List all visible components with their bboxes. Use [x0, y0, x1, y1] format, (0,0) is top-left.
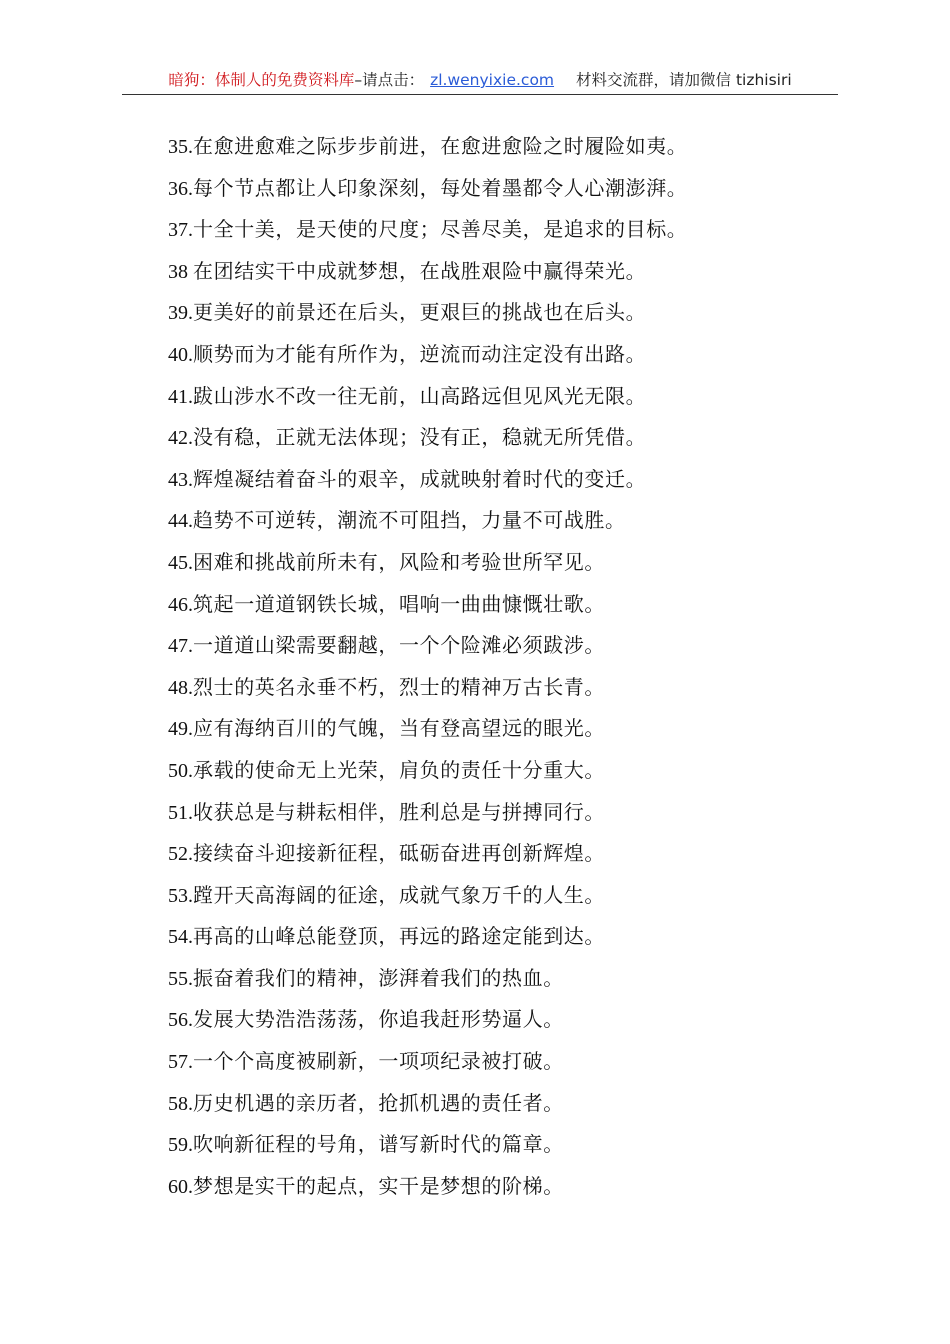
list-item — [168, 417, 808, 459]
page-header — [122, 66, 838, 95]
list-item-text: 十全十美，是天使的尺度；尽善尽美，是追求的目标。 — [193, 217, 688, 242]
list-item-text: 振奋着我们的精神，澎湃着我们的热血。 — [193, 965, 564, 990]
list-item-number: 41. — [168, 385, 193, 408]
quote-list — [168, 126, 808, 1207]
list-item-text: 蹚开天高海阔的征途，成就气象万千的人生。 — [193, 882, 605, 907]
header-contact-text: 材料交流群，请加微信 tizhisiri — [576, 71, 792, 89]
list-item-number: 46. — [168, 593, 193, 616]
list-item — [168, 708, 808, 750]
list-item — [168, 792, 808, 834]
header-site-title: 暗狗：体制人的免费资料库 — [168, 71, 355, 89]
list-item — [168, 209, 808, 251]
list-item-text: 一道道山梁需要翻越，一个个险滩必须跋涉。 — [193, 633, 605, 658]
list-item-text: 顺势而为才能有所作为，逆流而动注定没有出路。 — [193, 341, 647, 366]
list-item — [168, 916, 808, 958]
list-item-number: 42. — [168, 427, 193, 450]
list-item — [168, 1166, 808, 1208]
list-item — [168, 667, 808, 709]
list-item — [168, 1083, 808, 1125]
list-item-number: 40. — [168, 343, 193, 366]
list-item-text: 在愈进愈难之际步步前进，在愈进愈险之时履险如夷。 — [193, 134, 688, 158]
list-item-number: 38 — [168, 260, 193, 283]
list-item — [168, 251, 808, 293]
list-item-text: 收获总是与耕耘相伴，胜利总是与拼搏同行。 — [193, 799, 605, 824]
header-click-prompt: –请点击： — [354, 71, 425, 89]
list-item-text: 应有海纳百川的气魄，当有登高望远的眼光。 — [193, 716, 605, 741]
list-item-text: 一个个高度被刷新，一项项纪录被打破。 — [193, 1049, 564, 1074]
list-item-text: 再高的山峰总能登顶，再远的路途定能到达。 — [193, 924, 605, 949]
list-item-text: 接续奋斗迎接新征程，砥砺奋进再创新辉煌。 — [193, 841, 605, 866]
list-item-text: 吹响新征程的号角，谱写新时代的篇章。 — [193, 1132, 564, 1157]
list-item-text: 没有稳，正就无法体现；没有正，稳就无所凭借。 — [193, 425, 647, 450]
list-item-number: 58. — [168, 1092, 193, 1115]
list-item — [168, 999, 808, 1041]
list-item-number: 50. — [168, 759, 193, 782]
list-item-text: 筑起一道道钢铁长城，唱响一曲曲慷慨壮歌。 — [193, 591, 605, 616]
list-item-number: 45. — [168, 551, 193, 574]
list-item-number: 59. — [168, 1134, 193, 1157]
list-item — [168, 542, 808, 584]
list-item-number: 54. — [168, 926, 193, 949]
list-item-number: 56. — [168, 1009, 193, 1032]
list-item-number: 44. — [168, 510, 193, 533]
list-item-text: 困难和挑战前所未有，风险和考验世所罕见。 — [193, 549, 605, 574]
list-item-text: 承载的使命无上光荣，肩负的责任十分重大。 — [193, 757, 605, 782]
list-item-number: 35. — [168, 136, 193, 158]
list-item — [168, 500, 808, 542]
list-item — [168, 459, 808, 501]
list-item — [168, 958, 808, 1000]
list-item-text: 每个节点都让人印象深刻，每处着墨都令人心潮澎湃。 — [193, 175, 688, 200]
list-item — [168, 292, 808, 334]
list-item — [168, 875, 808, 917]
list-item — [168, 1041, 808, 1083]
list-item-number: 57. — [168, 1051, 193, 1074]
list-item-text: 历史机遇的亲历者，抢抓机遇的责任者。 — [193, 1090, 564, 1115]
list-item — [168, 1124, 808, 1166]
list-item-number: 39. — [168, 302, 193, 325]
list-item-text: 在团结实干中成就梦想，在战胜艰险中赢得荣光。 — [193, 258, 647, 283]
list-item-number: 43. — [168, 468, 193, 491]
list-item — [168, 625, 808, 667]
list-item — [168, 376, 808, 418]
list-item-text: 趋势不可逆转，潮流不可阻挡，力量不可战胜。 — [193, 508, 626, 533]
list-item-number: 53. — [168, 884, 193, 907]
list-item-number: 48. — [168, 676, 193, 699]
list-item-number: 47. — [168, 635, 193, 658]
list-item-text: 更美好的前景还在后头，更艰巨的挑战也在后头。 — [193, 300, 647, 325]
list-item — [168, 126, 808, 168]
list-item-number: 60. — [168, 1175, 193, 1198]
list-item-text: 梦想是实干的起点，实干是梦想的阶梯。 — [193, 1173, 564, 1198]
list-item — [168, 168, 808, 210]
list-item-text: 辉煌凝结着奋斗的艰辛，成就映射着时代的变迁。 — [193, 466, 647, 491]
header-site-link[interactable]: zl.wenyixie.com — [430, 71, 555, 89]
list-item-text: 发展大势浩浩荡荡，你追我赶形势逼人。 — [193, 1007, 564, 1032]
list-item-text: 跋山涉水不改一往无前，山高路远但见风光无限。 — [193, 383, 647, 408]
list-item-number: 49. — [168, 718, 193, 741]
list-item-text: 烈士的英名永垂不朽，烈士的精神万古长青。 — [193, 674, 605, 699]
list-item-number: 36. — [168, 177, 193, 200]
list-item-number: 37. — [168, 219, 193, 242]
list-item — [168, 833, 808, 875]
list-item — [168, 334, 808, 376]
list-item-number: 55. — [168, 967, 193, 990]
list-item — [168, 584, 808, 626]
list-item-number: 51. — [168, 801, 193, 824]
list-item — [168, 750, 808, 792]
list-item-number: 52. — [168, 843, 193, 866]
